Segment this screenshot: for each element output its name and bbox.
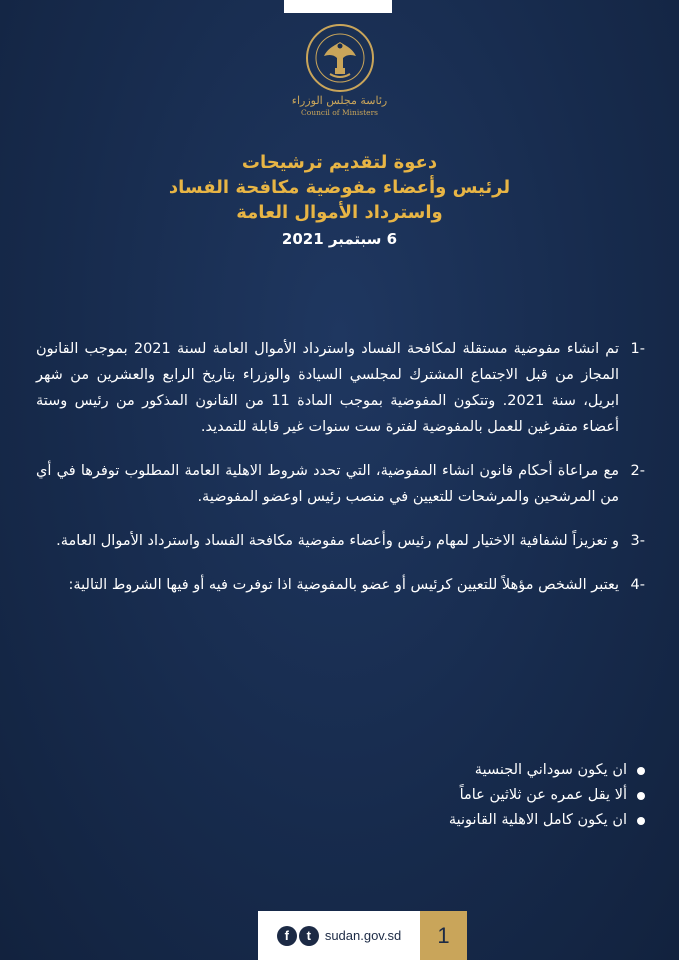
paragraph-text: و تعزيزاً لشفافية الاختيار لمهام رئيس وأعضاء مفوضية مكافحة الفساد واسترداد الأموال العامة. xyxy=(56,533,619,549)
announcement-date: 6 سبتمبر 2021 xyxy=(281,230,398,248)
republic-of-sudan-emblem-icon xyxy=(304,22,376,94)
bullet-dot-icon xyxy=(637,817,645,825)
social-icons xyxy=(277,926,319,946)
list-item xyxy=(45,758,645,783)
announcement-title xyxy=(0,150,679,249)
paragraph-2 xyxy=(36,458,645,510)
header xyxy=(0,22,679,118)
title-line-3: واسترداد الأموال العامة xyxy=(236,202,443,223)
facebook-icon[interactable]: f xyxy=(277,926,297,946)
council-english-name: Council of Ministers xyxy=(300,108,378,117)
condition-text: ان يكون كامل الاهلية القانونية xyxy=(448,812,627,828)
title-line-1: دعوة لتقديم ترشيحات xyxy=(241,152,438,173)
paragraph-number: -3 xyxy=(630,533,645,549)
paragraph-number: -4 xyxy=(630,577,645,593)
paragraph-text: يعتبر الشخص مؤهلاً للتعيين كرئيس أو عضو بالمفوضية اذا توفرت فيه أو فيها الشروط التالية: xyxy=(68,577,619,593)
paragraph-3 xyxy=(36,528,645,554)
paragraph-text: مع مراعاة أحكام قانون انشاء المفوضية، التي تحدد شروط الاهلية العامة المطلوب توفرها في أي من المرشحين والمرشحات للتعيين في منصب رئيس اوعضو المفوضية. xyxy=(36,463,619,505)
page-number: 1 xyxy=(420,911,467,960)
title-line-2: لرئيس وأعضاء مفوضية مكافحة الفساد xyxy=(168,177,511,198)
paragraph-1 xyxy=(36,336,645,440)
announcement-body xyxy=(36,336,645,616)
paragraph-number: -2 xyxy=(630,463,645,479)
conditions-list xyxy=(45,758,645,833)
twitter-icon[interactable]: t xyxy=(299,926,319,946)
website-link[interactable]: sudan.gov.sd xyxy=(324,928,402,943)
paragraph-number: -1 xyxy=(630,341,645,357)
list-item xyxy=(45,783,645,808)
bullet-dot-icon xyxy=(637,792,645,800)
condition-text: ان يكون سوداني الجنسية xyxy=(474,762,627,778)
condition-text: ألا يقل عمره عن ثلاثين عاماً xyxy=(459,787,627,803)
paragraph-4 xyxy=(36,572,645,598)
footer xyxy=(258,911,420,960)
list-item xyxy=(45,808,645,833)
paragraph-text: تم انشاء مفوضية مستقلة لمكافحة الفساد واسترداد الأموال العامة لسنة 2021 بموجب القانون المجاز من قبل الاجتماع المشترك لمجلسي السيادة والوزراء بتاريخ الرابع والعشرين من شهر ابريل، سنة 2021. وتتكون المفوضية بموجب المادة 11 من القانون المذكور من رئيس وستة أعضاء متفرغين للعمل بالمفوضية لفترة ست سنوات غير قابلة للتمديد. xyxy=(36,341,619,435)
bullet-dot-icon xyxy=(637,767,645,775)
top-tab xyxy=(284,0,392,13)
council-arabic-name: رئاسة مجلس الوزراء xyxy=(291,94,388,107)
